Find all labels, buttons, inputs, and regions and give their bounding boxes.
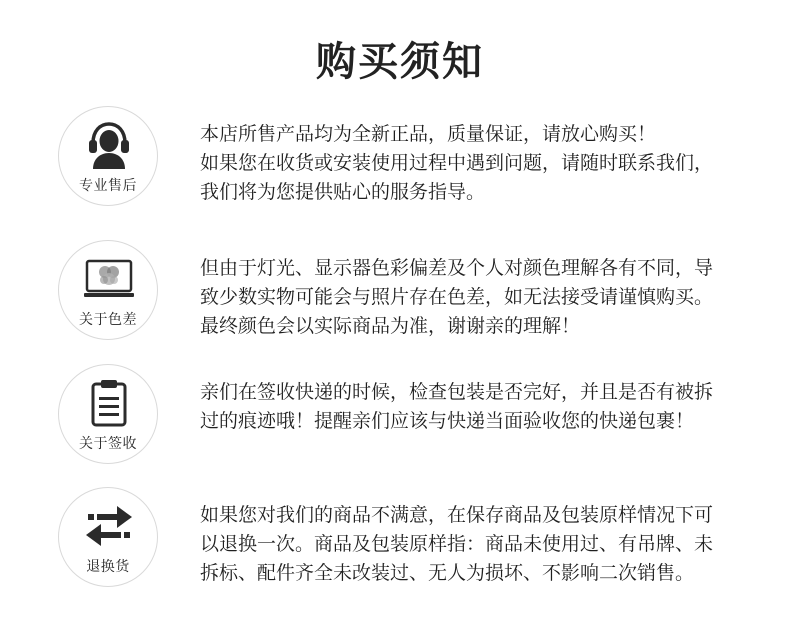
text-line: 本店所售产品均为全新正品，质量保证，请放心购买！ <box>200 123 657 145</box>
section-text <box>200 120 760 207</box>
text-line: 拆标、配件齐全未改装过、无人为损坏、不影响二次销售。 <box>200 562 695 584</box>
section-label: 关于签收 <box>79 436 137 452</box>
text-line: 如果您对我们的商品不满意，在保存商品及包装原样情况下可 <box>200 504 714 526</box>
section-badge <box>58 240 158 340</box>
section-text <box>200 254 760 341</box>
text-line: 我们将为您提供贴心的服务指导。 <box>200 181 486 203</box>
section-label: 关于色差 <box>79 312 137 328</box>
section-badge <box>58 487 158 587</box>
clipboard-icon <box>84 377 134 427</box>
monitor-color-icon <box>84 253 134 303</box>
text-line: 致少数实物可能会与照片存在色差，如无法接受请谨慎购买。 <box>200 286 714 308</box>
page-title: 购买须知 <box>316 38 484 85</box>
section-returns <box>0 487 800 597</box>
text-line: 最终颜色会以实际商品为准，谢谢亲的理解！ <box>200 315 581 337</box>
text-line: 以退换一次。商品及包装原样指：商品未使用过、有吊牌、未 <box>200 533 714 555</box>
section-color-difference <box>0 240 800 350</box>
text-line: 但由于灯光、显示器色彩偏差及个人对颜色理解各有不同，导 <box>200 257 714 279</box>
section-label: 专业售后 <box>79 178 137 194</box>
section-badge <box>58 364 158 464</box>
section-badge <box>58 106 158 206</box>
section-text <box>200 501 760 588</box>
text-line: 亲们在签收快递的时候，检查包装是否完好，并且是否有被拆 <box>200 381 714 403</box>
headset-person-icon <box>84 119 134 169</box>
section-text <box>200 378 760 436</box>
text-line: 过的痕迹哦！提醒亲们应该与快递当面验收您的快递包裹！ <box>200 410 695 432</box>
section-label: 退换货 <box>86 559 130 575</box>
section-delivery-sign <box>0 364 800 474</box>
section-after-sales <box>0 106 800 216</box>
exchange-arrows-icon <box>84 500 134 550</box>
text-line: 如果您在收货或安装使用过程中遇到问题，请随时联系我们， <box>200 152 714 174</box>
